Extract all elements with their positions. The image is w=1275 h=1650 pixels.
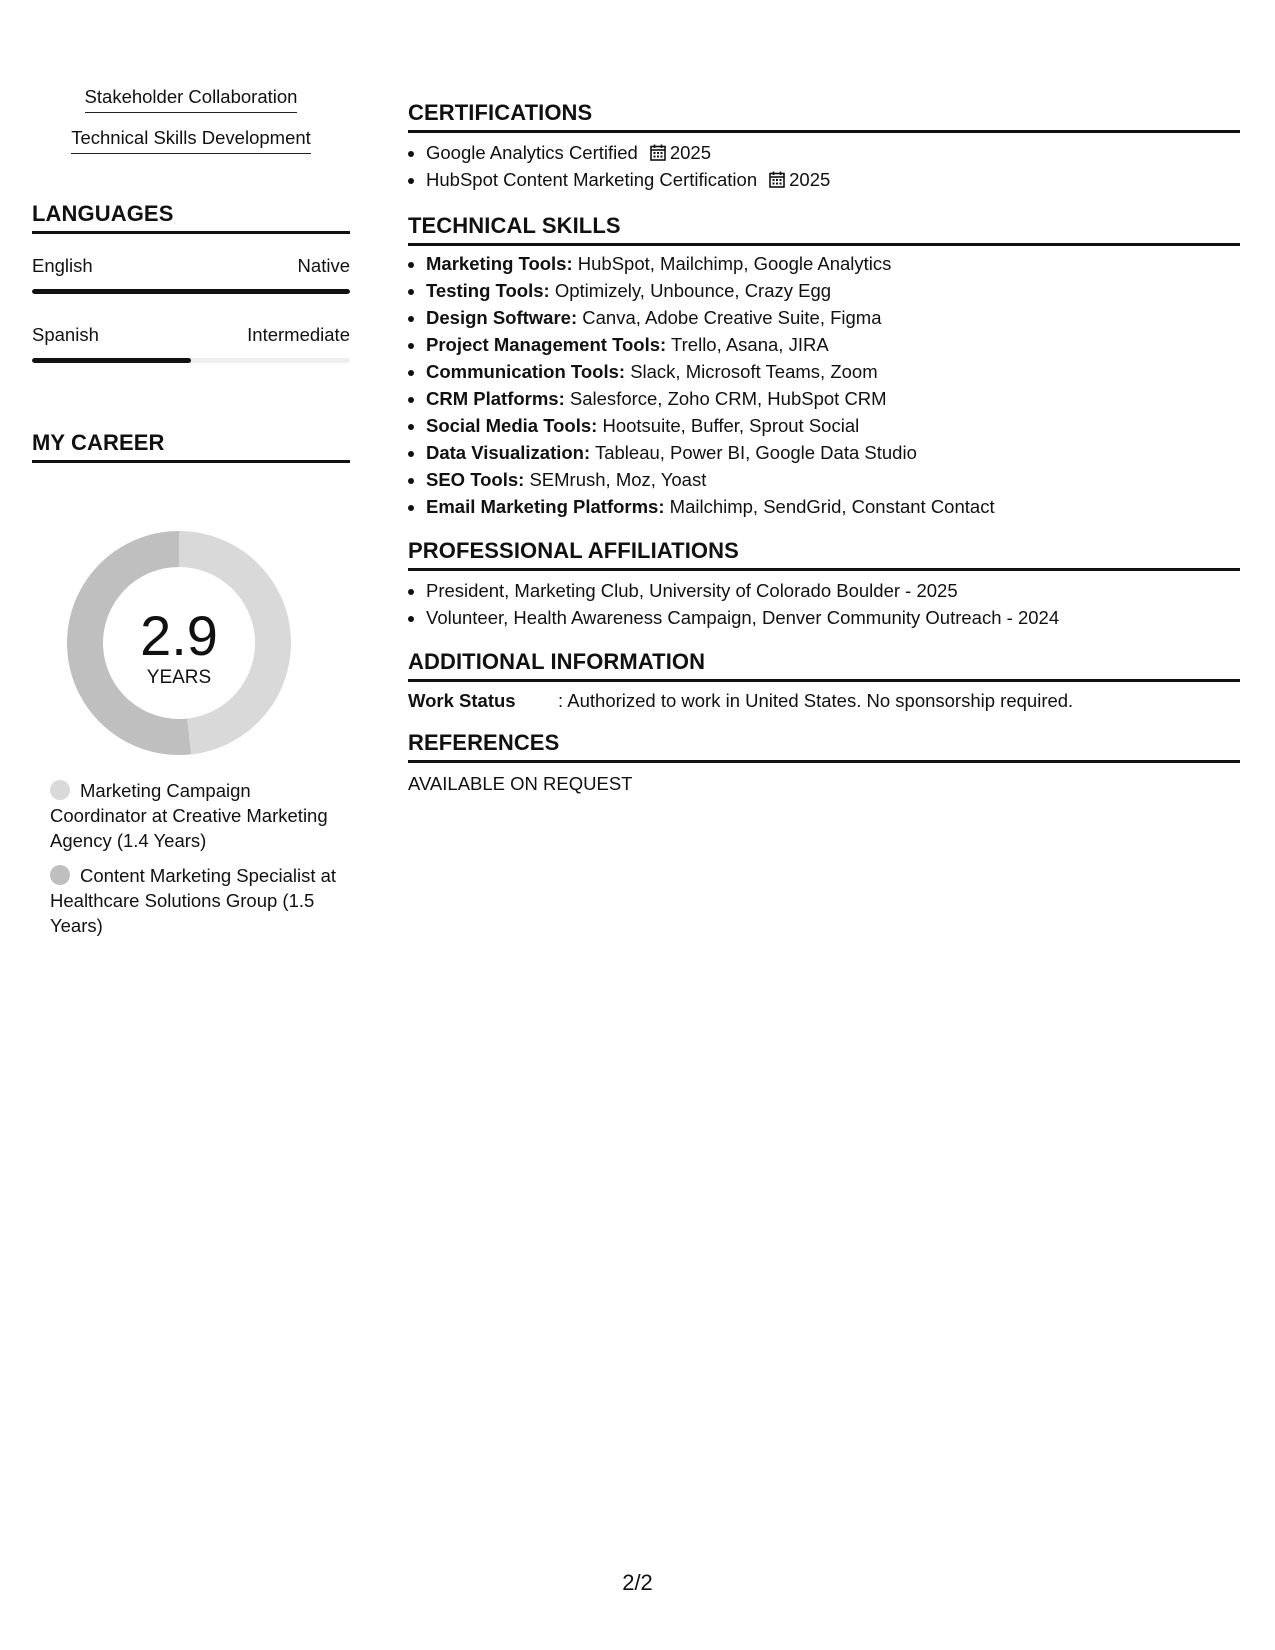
career-title: MY CAREER [32,430,350,463]
language-spanish [32,324,350,363]
additional-information-section [408,649,1240,712]
language-proficiency-bar [32,358,350,363]
affiliation-item: • Volunteer, Health Awareness Campaign, Denver Community Outreach - 2024 [426,604,1240,631]
certification-item: • HubSpot Content Marketing Certification 2025 [426,166,1240,193]
technical-skills-section [408,213,1240,520]
legend-dot-icon [50,780,70,800]
technical-skill-item: • Design Software: Canva, Adobe Creative Suite, Figma [426,304,1240,331]
page-number: 2/2 [622,1570,653,1595]
calendar-icon [769,171,785,188]
affiliation-item: • President, Marketing Club, University of Colorado Boulder - 2025 [426,577,1240,604]
technical-skill-item: • Project Management Tools: Trello, Asana, JIRA [426,331,1240,358]
skill-tag: Stakeholder Collaboration [32,86,350,113]
technical-skill-item: • Marketing Tools: HubSpot, Mailchimp, Google Analytics [426,250,1240,277]
languages-title: LANGUAGES [32,201,350,234]
technical-skills-title: TECHNICAL SKILLS [408,213,1240,246]
technical-skill-item: • Email Marketing Platforms: Mailchimp, SendGrid, Constant Contact [426,493,1240,520]
technical-skill-item: • Testing Tools: Optimizely, Unbounce, Crazy Egg [426,277,1240,304]
language-name: English [32,255,93,276]
work-status-label: Work Status [408,690,516,711]
references-title: REFERENCES [408,730,1240,763]
career-legend [50,778,340,948]
technical-skill-item: • Communication Tools: Slack, Microsoft Teams, Zoom [426,358,1240,385]
additional-information-title: ADDITIONAL INFORMATION [408,649,1240,682]
career-legend-item: Content Marketing Specialist at Healthcare Solutions Group (1.5 Years) [50,865,337,936]
language-name: Spanish [32,324,99,345]
skills-continued [32,86,350,168]
career-legend-item: Marketing Campaign Coordinator at Creative Marketing Agency (1.4 Years) [50,780,328,851]
language-level: Native [297,255,350,276]
skill-tag: Technical Skills Development [32,127,350,154]
career-total-unit: YEARS [146,667,212,688]
work-status-value: : Authorized to work in United States. No sponsorship required. [558,690,1074,711]
language-proficiency-fill [32,289,350,294]
affiliations-title: PROFESSIONAL AFFILIATIONS [408,538,1240,571]
affiliations-section [408,538,1240,631]
technical-skill-item: • Data Visualization: Tableau, Power BI, Google Data Studio [426,439,1240,466]
career-donut-chart [66,530,292,756]
technical-skill-item: • Social Media Tools: Hootsuite, Buffer, Sprout Social [426,412,1240,439]
technical-skill-item: • CRM Platforms: Salesforce, Zoho CRM, HubSpot CRM [426,385,1240,412]
language-proficiency-fill [32,358,191,363]
career-total-value: 2.9 [140,604,218,667]
technical-skill-item: • SEO Tools: SEMrush, Moz, Yoast [426,466,1240,493]
calendar-icon [650,144,666,161]
legend-dot-icon [50,865,70,885]
language-proficiency-bar [32,289,350,294]
certifications-title: CERTIFICATIONS [408,100,1240,133]
language-level: Intermediate [247,324,350,345]
references-text: AVAILABLE ON REQUEST [408,773,633,794]
language-english [32,255,350,294]
certification-item: • Google Analytics Certified 2025 [426,139,1240,166]
certifications-section [408,100,1240,193]
references-section [408,730,1240,795]
